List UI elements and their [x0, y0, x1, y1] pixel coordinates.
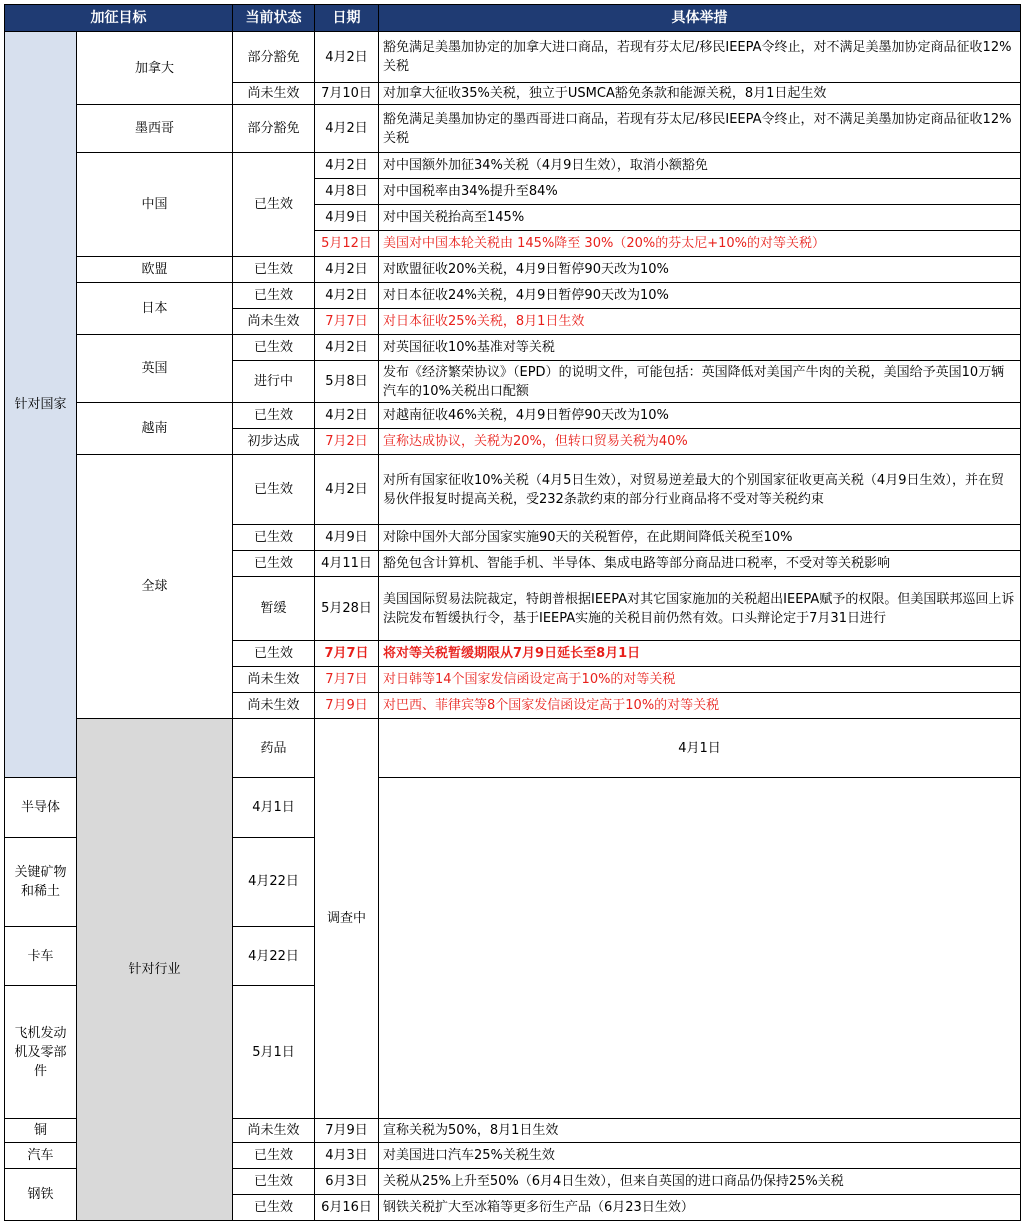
status-cell: 已生效 — [233, 1169, 315, 1195]
date-cell: 5月28日 — [315, 577, 379, 641]
target-vietnam: 越南 — [77, 403, 233, 455]
measure-cell: 对英国征收10%基准对等关税 — [379, 335, 1021, 361]
status-cell: 尚未生效 — [233, 83, 315, 105]
status-cell: 已生效 — [233, 153, 315, 257]
status-cell: 已生效 — [233, 283, 315, 309]
target-japan: 日本 — [77, 283, 233, 335]
target-copper: 铜 — [5, 1119, 77, 1143]
status-cell: 尚未生效 — [233, 1119, 315, 1143]
header-date: 日期 — [315, 5, 379, 32]
date-cell: 5月12日 — [315, 231, 379, 257]
table-row — [5, 403, 1021, 429]
measure-cell: 宣称关税为50%，8月1日生效 — [379, 1119, 1021, 1143]
measure-cell: 对加拿大征收35%关税，独立于USMCA豁免条款和能源关税，8月1日起生效 — [379, 83, 1021, 105]
measure-cell: 将对等关税暂缓期限从7月9日延长至8月1日 — [379, 641, 1021, 667]
date-cell: 7月7日 — [315, 641, 379, 667]
date-cell: 4月2日 — [315, 283, 379, 309]
target-auto: 汽车 — [5, 1143, 77, 1169]
status-cell: 尚未生效 — [233, 667, 315, 693]
target-semiconductor: 半导体 — [5, 778, 77, 837]
date-cell: 4月2日 — [315, 403, 379, 429]
date-cell: 4月2日 — [315, 105, 379, 153]
date-cell: 4月3日 — [315, 1143, 379, 1169]
table-row — [5, 32, 1021, 83]
table-row — [5, 335, 1021, 361]
date-cell: 4月9日 — [315, 205, 379, 231]
measure-cell: 对所有国家征收10%关税（4月5日生效），对贸易逆差最大的个别国家征收更高关税（4月9日生效），并在贸易伙伴报复时提高关税，受232条款约束的部分行业商品将不受对等关税约束 — [379, 455, 1021, 525]
status-cell: 调查中 — [315, 719, 379, 1119]
measure-cell: 对欧盟征收20%关税，4月9日暂停90天改为10% — [379, 257, 1021, 283]
date-cell: 7月7日 — [315, 667, 379, 693]
measure-cell: 钢铁关税扩大至冰箱等更多衍生产品（6月23日生效） — [379, 1195, 1021, 1221]
status-cell: 部分豁免 — [233, 105, 315, 153]
status-cell: 尚未生效 — [233, 693, 315, 719]
measure-cell: 美国国际贸易法院裁定，特朗普根据IEEPA对其它国家施加的关税超出IEEPA赋予的权限。但美国联邦巡回上诉法院发布暂缓执行令，基于IEEPA实施的关税目前仍然有效。口头辩论定于7月31日进行 — [379, 577, 1021, 641]
status-cell: 进行中 — [233, 361, 315, 403]
status-cell: 暂缓 — [233, 577, 315, 641]
target-trucks: 卡车 — [5, 926, 77, 985]
status-cell: 已生效 — [233, 335, 315, 361]
target-global: 全球 — [77, 455, 233, 719]
target-eu: 欧盟 — [77, 257, 233, 283]
target-pharma: 药品 — [233, 719, 315, 778]
date-cell: 4月1日 — [379, 719, 1021, 778]
measure-cell: 豁免包含计算机、智能手机、半导体、集成电路等部分商品进口税率，不受对等关税影响 — [379, 551, 1021, 577]
date-cell: 4月2日 — [315, 153, 379, 179]
table-row — [5, 283, 1021, 309]
status-cell: 已生效 — [233, 455, 315, 525]
date-cell: 4月22日 — [233, 926, 315, 985]
measure-cell: 对越南征收46%关税，4月9日暂停90天改为10% — [379, 403, 1021, 429]
measure-cell: 关税从25%上升至50%（6月4日生效），但来自英国的进口商品仍保持25%关税 — [379, 1169, 1021, 1195]
table-row — [5, 719, 1021, 778]
date-cell: 7月7日 — [315, 309, 379, 335]
measure-cell: 豁免满足美墨加协定的加拿大进口商品，若现有芬太尼/移民IEEPA令终止，对不满足美墨加协定商品征收12%关税 — [379, 32, 1021, 83]
header-target: 加征目标 — [5, 5, 233, 32]
table-row — [5, 105, 1021, 153]
measure-cell: 对除中国外大部分国家实施90天的关税暂停，在此期间降低关税至10% — [379, 525, 1021, 551]
target-aircraft-engines: 飞机发动机及零部件 — [5, 986, 77, 1119]
measure-cell: 美国对中国本轮关税由 145%降至 30%（20%的芬太尼+10%的对等关税） — [379, 231, 1021, 257]
date-cell: 6月3日 — [315, 1169, 379, 1195]
measure-cell: 对中国关税抬高至145% — [379, 205, 1021, 231]
group-country-label: 针对国家 — [5, 32, 77, 778]
measure-cell: 发布《经济繁荣协议》（EPD）的说明文件，可能包括：英国降低对美国产牛肉的关税，美国给予英国10万辆汽车的10%关税出口配额 — [379, 361, 1021, 403]
target-critical-minerals: 关键矿物和稀土 — [5, 837, 77, 926]
header-measure: 具体举措 — [379, 5, 1021, 32]
date-cell: 4月2日 — [315, 32, 379, 83]
date-cell: 4月1日 — [233, 778, 315, 837]
target-steel: 钢铁 — [5, 1169, 77, 1221]
measure-cell: 对中国税率由34%提升至84% — [379, 179, 1021, 205]
table-row — [5, 455, 1021, 525]
table-row — [5, 153, 1021, 179]
status-cell: 已生效 — [233, 525, 315, 551]
date-cell: 4月2日 — [315, 257, 379, 283]
measure-cell: 豁免满足美墨加协定的墨西哥进口商品，若现有芬太尼/移民IEEPA令终止，对不满足美墨加协定商品征收12%关税 — [379, 105, 1021, 153]
status-cell: 已生效 — [233, 1195, 315, 1221]
date-cell: 6月16日 — [315, 1195, 379, 1221]
status-cell: 已生效 — [233, 257, 315, 283]
measure-cell: 对日韩等14个国家发信函设定高于10%的对等关税 — [379, 667, 1021, 693]
date-cell: 4月2日 — [315, 335, 379, 361]
date-cell: 7月10日 — [315, 83, 379, 105]
status-cell: 已生效 — [233, 641, 315, 667]
measure-cell: 对中国额外加征34%关税（4月9日生效），取消小额豁免 — [379, 153, 1021, 179]
date-cell: 4月8日 — [315, 179, 379, 205]
date-cell: 4月9日 — [315, 525, 379, 551]
target-canada: 加拿大 — [77, 32, 233, 105]
date-cell: 4月22日 — [233, 837, 315, 926]
date-cell: 5月1日 — [233, 986, 315, 1119]
target-uk: 英国 — [77, 335, 233, 403]
status-cell: 部分豁免 — [233, 32, 315, 83]
table-row — [5, 257, 1021, 283]
target-china: 中国 — [77, 153, 233, 257]
measure-cell: 宣称达成协议，关税为20%，但转口贸易关税为40% — [379, 429, 1021, 455]
status-cell: 尚未生效 — [233, 309, 315, 335]
measure-cell: 对日本征收25%关税，8月1日生效 — [379, 309, 1021, 335]
status-cell: 已生效 — [233, 403, 315, 429]
status-cell: 已生效 — [233, 551, 315, 577]
date-cell: 4月2日 — [315, 455, 379, 525]
status-cell: 已生效 — [233, 1143, 315, 1169]
measure-cell: 对日本征收24%关税，4月9日暂停90天改为10% — [379, 283, 1021, 309]
header-status: 当前状态 — [233, 5, 315, 32]
measure-cell: 对美国进口汽车25%关税生效 — [379, 1143, 1021, 1169]
table-header-row — [5, 5, 1021, 32]
date-cell: 7月9日 — [315, 1119, 379, 1143]
tariff-measures-table — [4, 4, 1021, 1221]
status-cell: 初步达成 — [233, 429, 315, 455]
date-cell: 7月2日 — [315, 429, 379, 455]
date-cell: 4月11日 — [315, 551, 379, 577]
measure-cell: 对巴西、菲律宾等8个国家发信函设定高于10%的对等关税 — [379, 693, 1021, 719]
target-mexico: 墨西哥 — [77, 105, 233, 153]
group-industry-label: 针对行业 — [77, 719, 233, 1221]
date-cell: 7月9日 — [315, 693, 379, 719]
date-cell: 5月8日 — [315, 361, 379, 403]
